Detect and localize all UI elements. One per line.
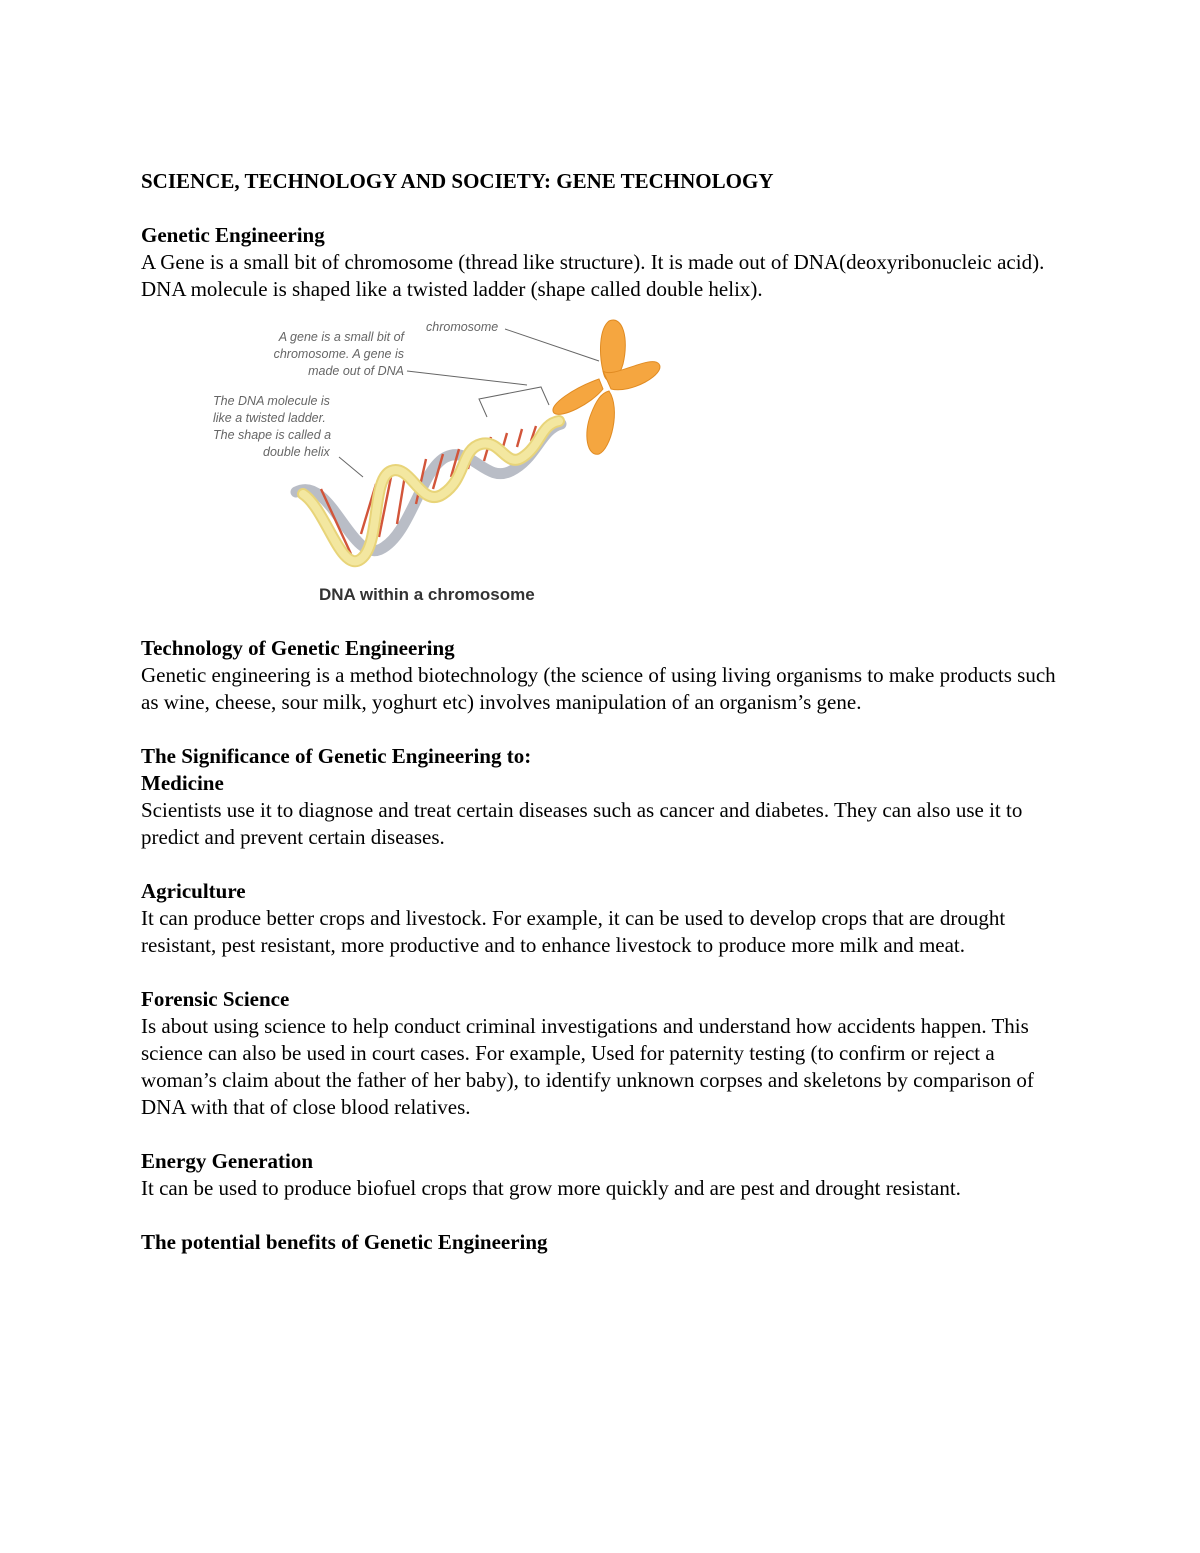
figure-label-dna bbox=[213, 393, 331, 461]
figure-label-gene bbox=[269, 329, 404, 380]
document-title: SCIENCE, TECHNOLOGY AND SOCIETY: GENE TECHNOLOGY bbox=[141, 169, 774, 193]
paragraph-genetic-engineering: A Gene is a small bit of chromosome (thread like structure). It is made out of DNA(deoxyribonucleic acid). DNA molecule is shaped like a twisted ladder (shape called double helix). bbox=[141, 250, 1045, 301]
figure-label-dna-line-2: like a twisted ladder. bbox=[213, 411, 326, 425]
figure-label-gene-line-2: chromosome. A gene is bbox=[273, 347, 404, 361]
heading-agriculture: Agriculture bbox=[141, 879, 246, 903]
heading-genetic-engineering: Genetic Engineering bbox=[141, 223, 325, 247]
dna-chromosome-figure bbox=[211, 309, 671, 609]
heading-technology: Technology of Genetic Engineering bbox=[141, 636, 455, 660]
heading-energy-generation: Energy Generation bbox=[141, 1149, 314, 1173]
figure-label-dna-line-1: The DNA molecule is bbox=[213, 394, 330, 408]
heading-significance: The Significance of Genetic Engineering to: bbox=[141, 744, 532, 768]
chromosome-shape bbox=[553, 320, 660, 454]
figure-label-dna-line-4: double helix bbox=[263, 445, 330, 459]
paragraph-technology: Genetic engineering is a method biotechnology (the science of using living organisms to make products such as wine, cheese, sour milk, yoghurt etc) involves manipulation of an organism’s gene. bbox=[141, 663, 1056, 714]
dna-strand-yellow-outline bbox=[303, 421, 559, 561]
paragraph-forensic-science: Is about using science to help conduct criminal investigations and understand how accidents happen. This science can also be used in court cases. For example, Used for paternity testing (to confirm or reject a woman’s claim about the father of her baby), to identify unknown corpses and skeletons by comparison of DNA with that of close blood relatives. bbox=[141, 1014, 1034, 1119]
figure-label-gene-line-3: made out of DNA bbox=[308, 364, 404, 378]
heading-medicine: Medicine bbox=[141, 771, 224, 795]
paragraph-medicine: Scientists use it to diagnose and treat certain diseases such as cancer and diabetes. They can also use it to predict and prevent certain diseases. bbox=[141, 798, 1023, 849]
figure-label-gene-line-1: A gene is a small bit of bbox=[278, 330, 404, 344]
figure-caption: DNA within a chromosome bbox=[319, 585, 535, 604]
paragraph-energy-generation: It can be used to produce biofuel crops that grow more quickly and are pest and drought resistant. bbox=[141, 1176, 961, 1200]
figure-label-chromosome: chromosome bbox=[426, 320, 499, 334]
heading-potential-benefits: The potential benefits of Genetic Engineering bbox=[141, 1230, 548, 1254]
heading-forensic-science: Forensic Science bbox=[141, 987, 290, 1011]
figure-label-dna-line-3: The shape is called a bbox=[213, 428, 332, 442]
paragraph-agriculture: It can produce better crops and livestock. For example, it can be used to develop crops that are drought resistant, pest resistant, more productive and to enhance livestock to produce more milk and meat. bbox=[141, 906, 1006, 957]
document-page bbox=[141, 168, 1061, 1256]
